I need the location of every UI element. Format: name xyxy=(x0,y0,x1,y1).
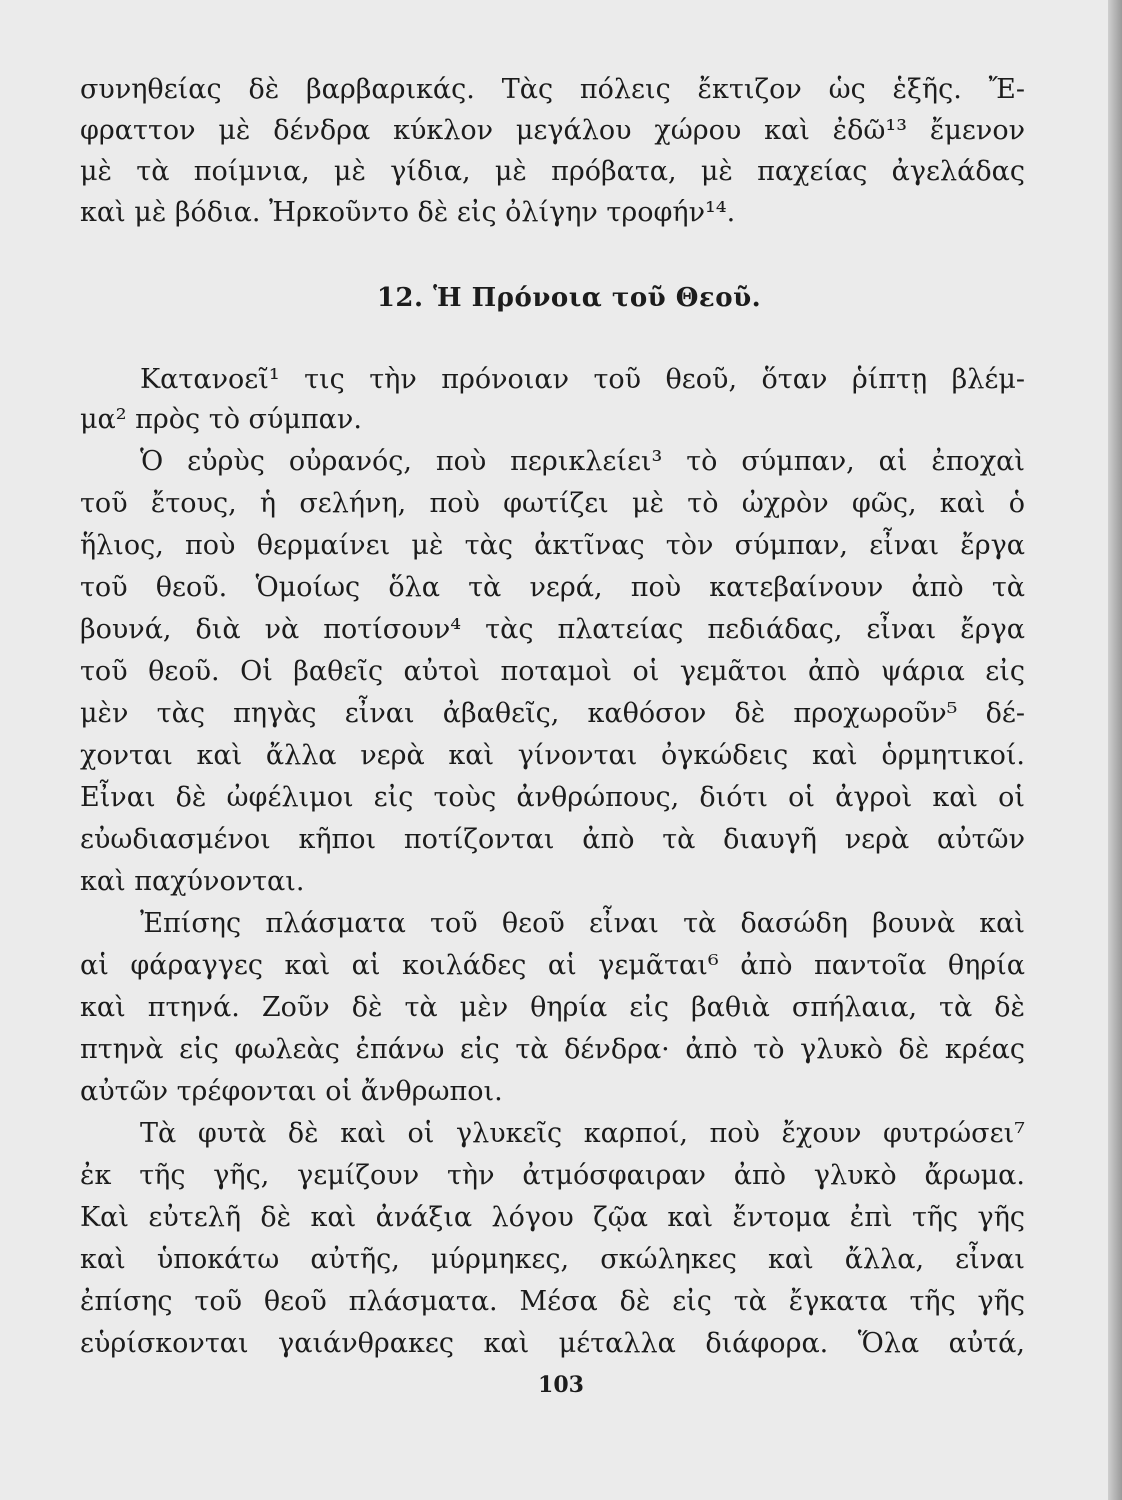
text-line: εὐωδιασμένοι κῆποι ποτίζονται ἀπὸ τὰ διαυγῆ νερὰ αὐτῶν xyxy=(80,824,1025,855)
text-line: αὐτῶν τρέφονται οἱ ἄνθρωποι. xyxy=(80,1076,503,1107)
text-line: καὶ μὲ βόδια. Ἠρκοῦντο δὲ εἰς ὀλίγην τροφήν¹⁴. xyxy=(80,197,736,228)
text-line: συνηθείας δὲ βαρβαρικάς. Τὰς πόλεις ἔκτιζον ὡς ἑξῆς. Ἔ- xyxy=(80,74,1025,105)
text-line: ἐπίσης τοῦ θεοῦ πλάσματα. Μέσα δὲ εἰς τὰ ἔγκατα τῆς γῆς xyxy=(80,1286,1025,1317)
text-line: βουνά, διὰ νὰ ποτίσουν⁴ τὰς πλατείας πεδιάδας, εἶναι ἔργα xyxy=(80,614,1025,645)
text-line: τοῦ θεοῦ. Ὁμοίως ὅλα τὰ νερά, ποὺ κατεβαίνουν ἀπὸ τὰ xyxy=(80,572,1025,603)
text-line: ἥλιος, ποὺ θερμαίνει μὲ τὰς ἀκτῖνας τὸν σύμπαν, εἶναι ἔργα xyxy=(80,530,1025,561)
text-line: Ὁ εὐρὺς οὐρανός, ποὺ περικλείει³ τὸ σύμπαν, αἱ ἐποχαὶ xyxy=(140,446,1025,477)
text-line: ἐκ τῆς γῆς, γεμίζουν τὴν ἀτμόσφαιραν ἀπὸ γλυκὸ ἄρωμα. xyxy=(80,1160,1025,1191)
text-line: αἱ φάραγγες καὶ αἱ κοιλάδες αἱ γεμᾶται⁶ ἀπὸ παντοῖα θηρία xyxy=(80,950,1025,981)
text-line: φραττον μὲ δένδρα κύκλον μεγάλου χώρου καὶ ἐδῶ¹³ ἔμενον xyxy=(80,115,1025,146)
section-heading: 12. Ἡ Πρόνοια τοῦ Θεοῦ. xyxy=(376,283,762,313)
text-line: Εἶναι δὲ ὠφέλιμοι εἰς τοὺς ἀνθρώπους, διότι οἱ ἀγροὶ καὶ οἱ xyxy=(80,782,1025,813)
text-line: καὶ παχύνονται. xyxy=(80,866,305,897)
text-line: μα² πρὸς τὸ σύμπαν. xyxy=(80,404,362,435)
text-line: καὶ ὑποκάτω αὐτῆς, μύρμηκες, σκώληκες καὶ ἄλλα, εἶναι xyxy=(80,1244,1025,1275)
text-line: εὑρίσκονται γαιάνθρακες καὶ μέταλλα διάφορα. Ὅλα αὐτά, xyxy=(80,1328,1025,1359)
text-line: Ἐπίσης πλάσματα τοῦ θεοῦ εἶναι τὰ δασώδη βουνὰ καὶ xyxy=(140,908,1025,939)
text-line: μὲν τὰς πηγὰς εἶναι ἀβαθεῖς, καθόσον δὲ προχωροῦν⁵ δέ- xyxy=(80,698,1025,729)
text-line: τοῦ θεοῦ. Οἱ βαθεῖς αὐτοὶ ποταμοὶ οἱ γεμᾶτοι ἀπὸ ψάρια εἰς xyxy=(80,656,1025,687)
text-line: Κατανοεῖ¹ τις τὴν πρόνοιαν τοῦ θεοῦ, ὅταν ῥίπτῃ βλέμ- xyxy=(140,364,1025,395)
text-line: Καὶ εὐτελῆ δὲ καὶ ἀνάξια λόγου ζῷα καὶ ἔντομα ἐπὶ τῆς γῆς xyxy=(80,1202,1025,1233)
page-number: 103 xyxy=(538,1372,584,1398)
text-line: τοῦ ἔτους, ἡ σελήνη, ποὺ φωτίζει μὲ τὸ ὠχρὸν φῶς, καὶ ὁ xyxy=(80,488,1025,519)
text-line: πτηνὰ εἰς φωλεὰς ἐπάνω εἰς τὰ δένδρα· ἀπὸ τὸ γλυκὸ δὲ κρέας xyxy=(80,1034,1025,1065)
text-line: καὶ πτηνά. Ζοῦν δὲ τὰ μὲν θηρία εἰς βαθιὰ σπήλαια, τὰ δὲ xyxy=(80,992,1025,1023)
page-edge-shadow xyxy=(1108,0,1122,1500)
text-line: μὲ τὰ ποίμνια, μὲ γίδια, μὲ πρόβατα, μὲ παχείας ἀγελάδας xyxy=(80,156,1025,187)
text-line: Τὰ φυτὰ δὲ καὶ οἱ γλυκεῖς καρποί, ποὺ ἔχουν φυτρώσει⁷ xyxy=(140,1118,1025,1149)
text-line: χονται καὶ ἄλλα νερὰ καὶ γίνονται ὀγκώδεις καὶ ὁρμητικοί. xyxy=(80,740,1025,771)
